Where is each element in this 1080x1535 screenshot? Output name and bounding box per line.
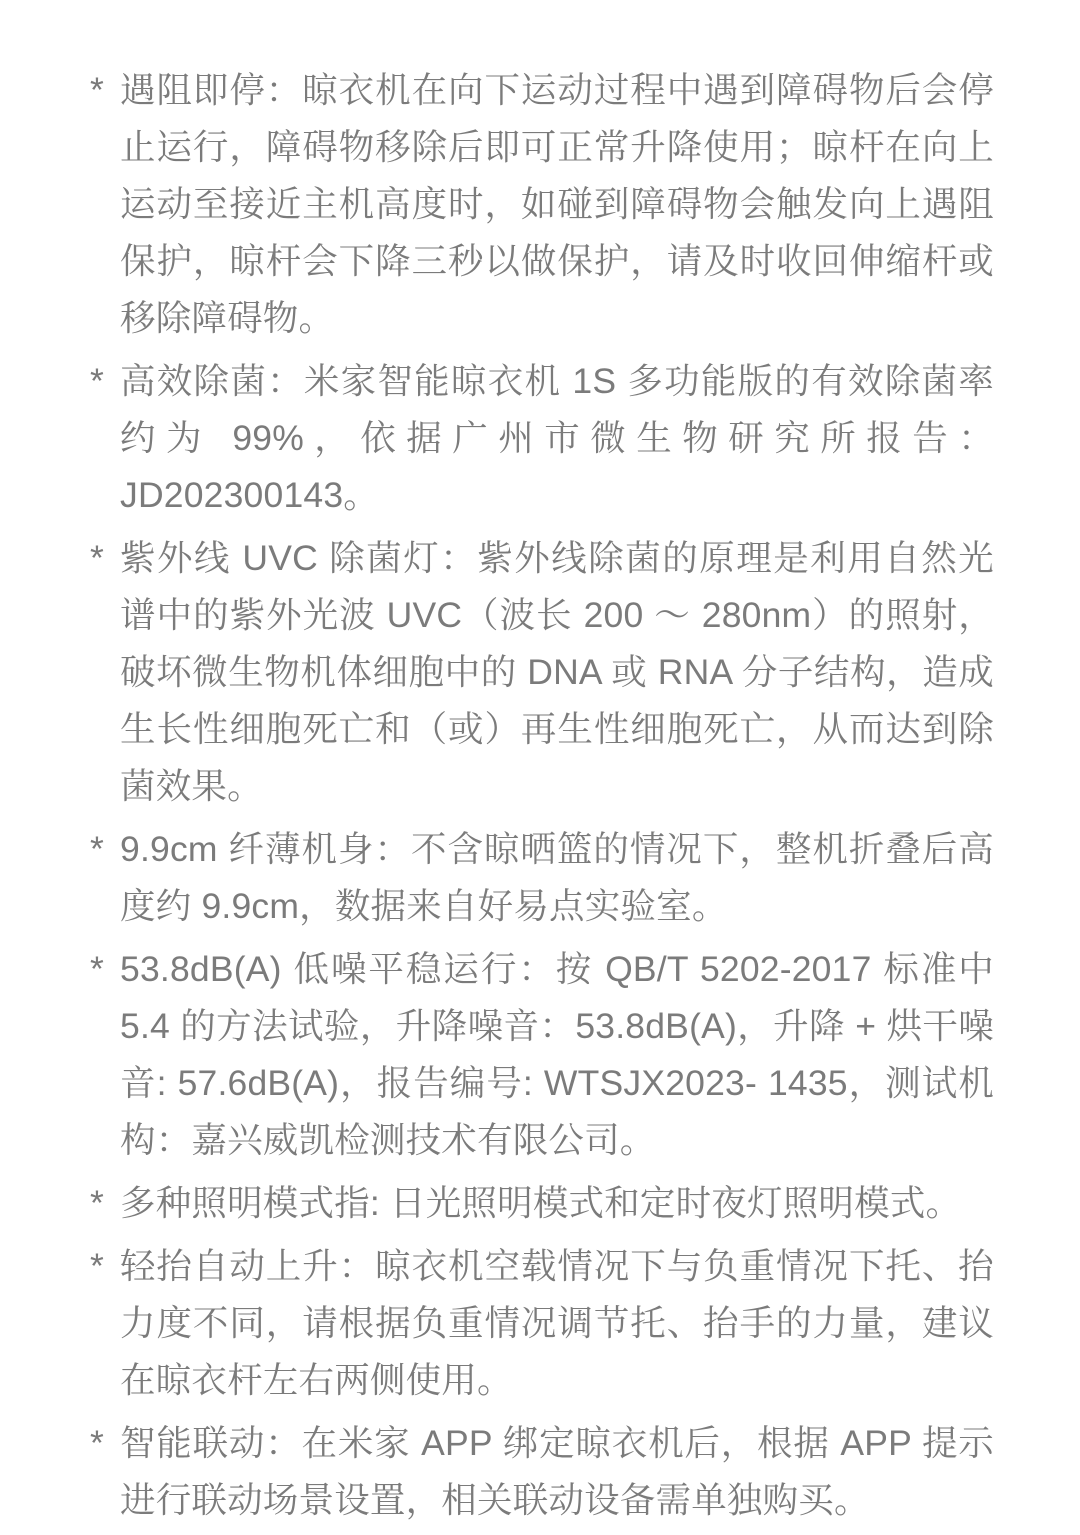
bullet-marker: *: [90, 1246, 105, 1286]
bullet-marker: *: [90, 70, 105, 110]
spec-text-auto-lift: 轻抬自动上升：晾衣机空载情况下与负重情况下托、抬力度不同，请根据负重情况调节托、抬手的力量，建议在晾衣杆左右两侧使用。: [120, 1246, 994, 1400]
spec-text-smart-linkage: 智能联动：在米家 APP 绑定晾衣机后，根据 APP 提示进行联动场景设置，相关联动设备需单独购买。: [120, 1423, 994, 1520]
bullet-marker: *: [90, 949, 105, 989]
bullet-marker: *: [90, 361, 105, 401]
list-item: [90, 1415, 994, 1529]
list-item: [90, 1175, 994, 1232]
bullet-marker: *: [90, 1183, 105, 1223]
list-item: [90, 353, 994, 524]
spec-text-low-noise: 53.8dB(A) 低噪平稳运行：按 QB/T 5202-2017 标准中 5.4 的方法试验，升降噪音：53.8dB(A)，升降 + 烘干噪音: 57.6dB(A)，报告编号: WTSJX2023- 1435，测试机构：嘉兴威凯检测技术有限公司。: [120, 949, 994, 1160]
specification-list: [90, 62, 994, 1529]
spec-text-uvc-lamp: 紫外线 UVC 除菌灯：紫外线除菌的原理是利用自然光谱中的紫外光波 UVC（波长 200 ～ 280nm）的照射，破坏微生物机体细胞中的 DNA 或 RNA 分子结构，造成生长性细胞死亡和（或）再生性细胞死亡，从而达到除菌效果。: [120, 538, 994, 806]
bullet-marker: *: [90, 1423, 105, 1463]
spec-text-anti-obstruction: 遇阻即停：晾衣机在向下运动过程中遇到障碍物后会停止运行，障碍物移除后即可正常升降使用；晾杆在向上运动至接近主机高度时，如碰到障碍物会触发向上遇阻保护，晾杆会下降三秒以做保护，请及时收回伸缩杆或移除障碍物。: [120, 70, 994, 338]
bullet-marker: *: [90, 538, 105, 578]
list-item: [90, 941, 994, 1169]
list-item: [90, 530, 994, 815]
spec-text-lighting-modes: 多种照明模式指: 日光照明模式和定时夜灯照明模式。: [120, 1183, 962, 1223]
list-item: [90, 62, 994, 347]
list-item: [90, 821, 994, 935]
list-item: [90, 1238, 994, 1409]
bullet-marker: *: [90, 829, 105, 869]
spec-text-sterilization-rate: 高效除菌：米家智能晾衣机 1S 多功能版的有效除菌率约为 99%，依据广州市微生物研究所报告：JD202300143。: [120, 361, 994, 515]
spec-text-slim-body: 9.9cm 纤薄机身：不含晾晒篮的情况下，整机折叠后高度约 9.9cm，数据来自好易点实验室。: [120, 829, 994, 926]
